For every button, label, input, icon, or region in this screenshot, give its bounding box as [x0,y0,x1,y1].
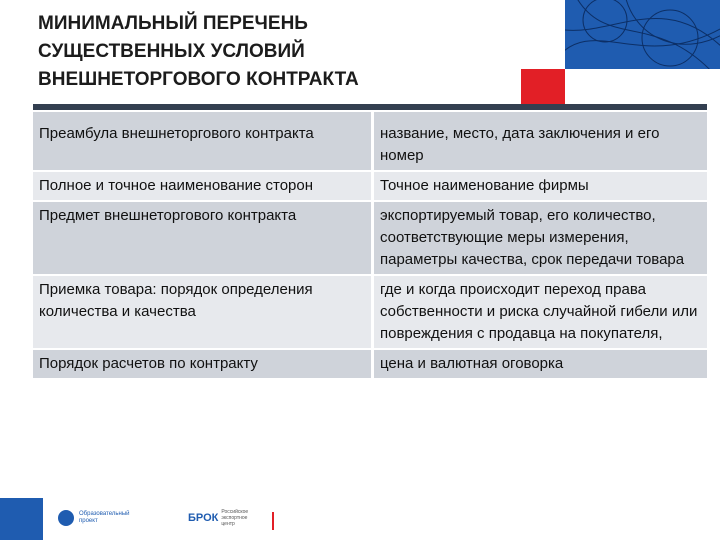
logo2-line-2: экспортное [221,515,248,521]
term-cell: Полное и точное наименование сторон [33,171,373,201]
corner-blue-block [0,498,43,540]
logo1-line-1: Образовательный [79,511,130,517]
table-row [33,275,707,349]
description-cell: где и когда происходит переход права собственности и риска случайной гибели или повреждения с продавца на покупателя, [373,275,708,349]
decorative-red-block [521,69,565,105]
conditions-table [33,110,707,378]
description-cell: название, место, дата заключения и его номер [373,111,708,171]
logo2-name: БРОК [188,512,219,524]
education-project-logo [58,507,170,529]
term-cell: Порядок расчетов по контракту [33,349,373,378]
partner-logo [188,507,270,529]
term-cell: Предмет внешнеторгового контракта [33,201,373,275]
term-cell: Приемка товара: порядок определения количества и качества [33,275,373,349]
table-row [33,111,707,171]
title-line-2: СУЩЕСТВЕННЫХ УСЛОВИЙ [38,41,305,62]
description-cell: цена и валютная оговорка [373,349,708,378]
description-cell: Точное наименование фирмы [373,171,708,201]
table-row [33,171,707,201]
footer-red-divider [272,512,274,530]
logo2-line-3: центр [221,521,235,527]
title-line-1: МИНИМАЛЬНЫЙ ПЕРЕЧЕНЬ [38,13,308,34]
globe-icon [58,510,74,526]
description-cell: экспортируемый товар, его количество, соответствующие меры измерения, параметры качества, срок передачи товара [373,201,708,275]
term-cell: Преамбула внешнеторгового контракта [33,111,373,171]
title-line-3: ВНЕШНЕТОРГОВОГО КОНТРАКТА [38,69,359,90]
logo1-line-2: проект [79,518,98,524]
table-row [33,201,707,275]
decorative-blue-pattern [565,0,720,69]
table-row [33,349,707,378]
curves-pattern-icon [565,0,720,69]
slide-title [38,10,538,94]
logo2-line-1: Российское [221,509,249,515]
